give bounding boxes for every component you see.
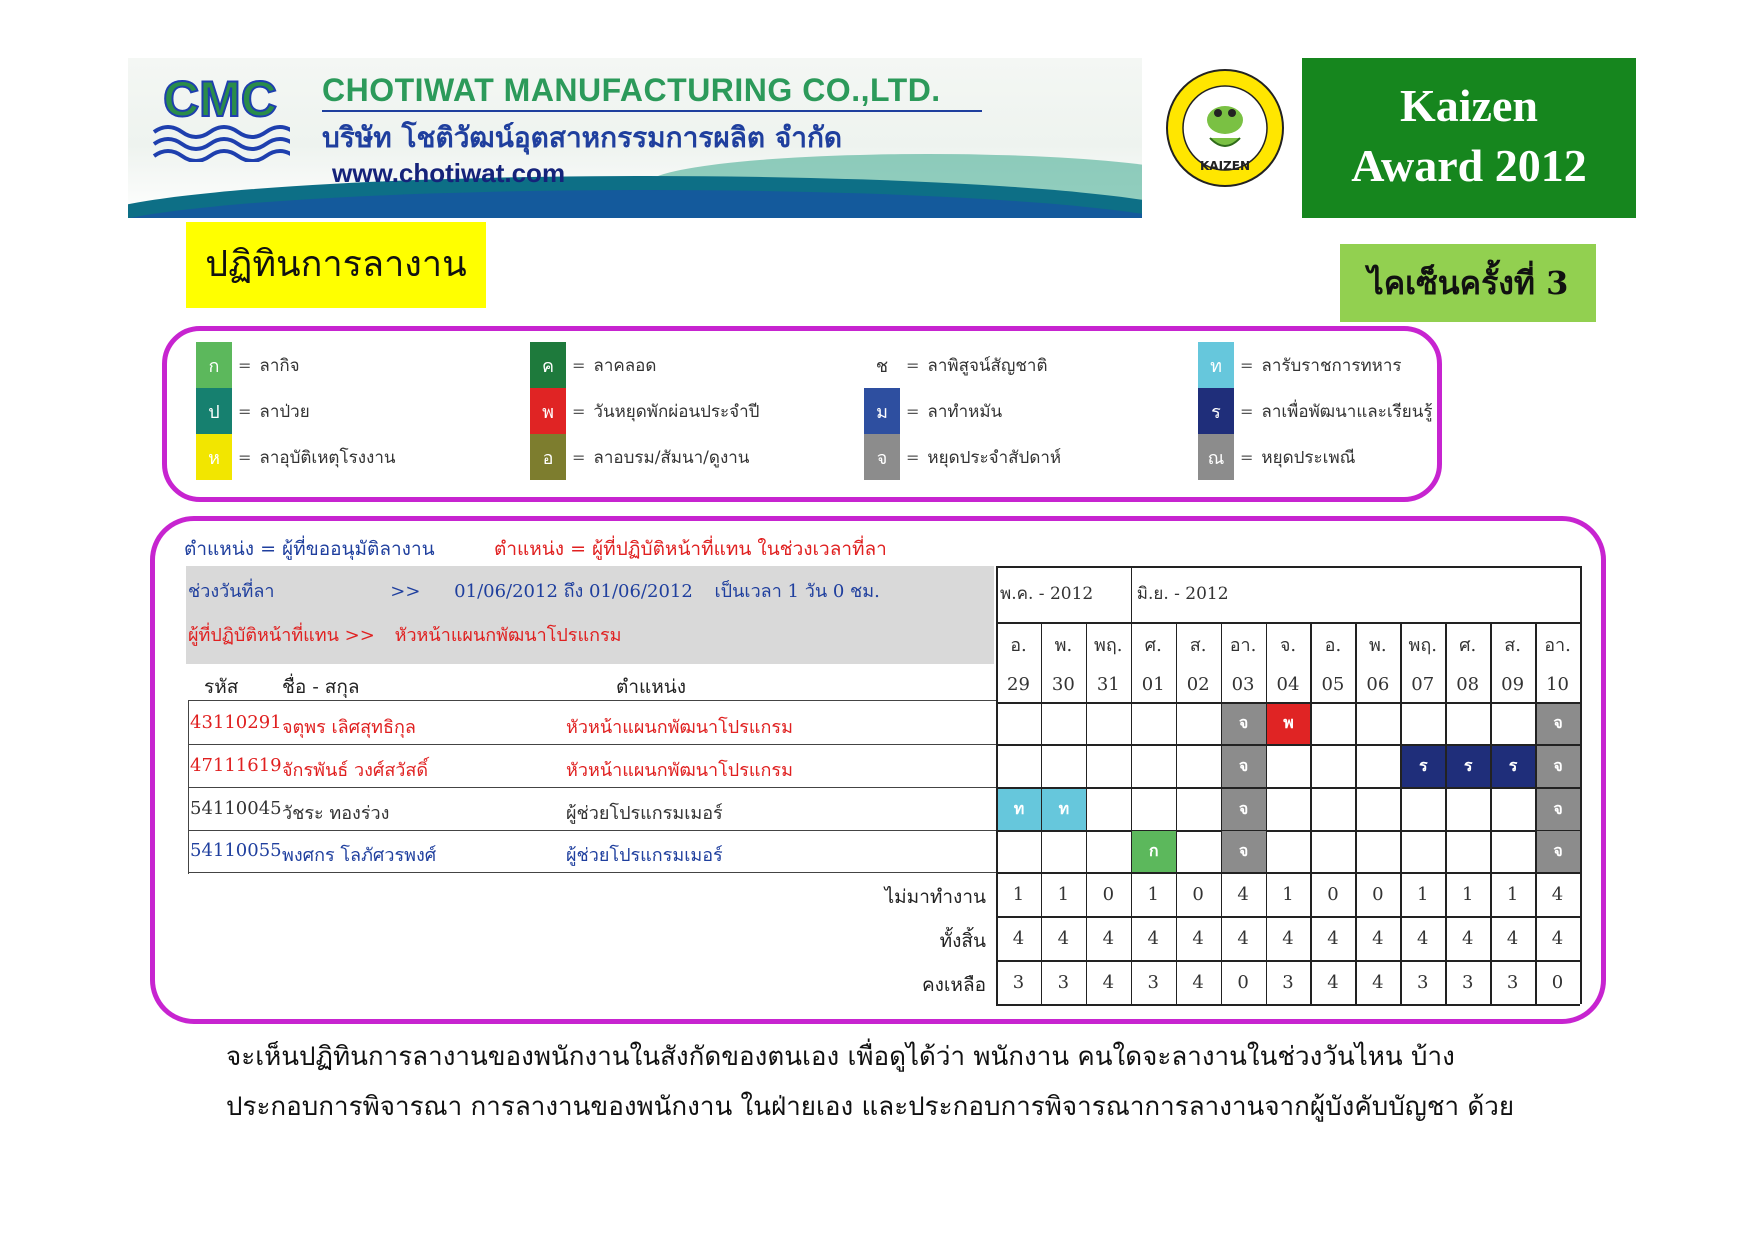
company-name-th: บริษัท โชติวัฒน์อุตสาหกรรมการผลิต จำกัด: [322, 121, 843, 154]
day-label: 29: [1007, 673, 1030, 695]
legend-code: ช: [864, 342, 900, 388]
summary-value: 4: [1327, 927, 1339, 949]
position-note-requester: ตำแหน่ง = ผู้ที่ขออนุมัติลางาน: [184, 538, 435, 560]
summary-label: ทั้งสิ้น: [939, 930, 986, 952]
summary-value: 4: [1327, 971, 1339, 993]
grid-line: [1580, 566, 1582, 1004]
col-header-code: รหัส: [204, 676, 239, 698]
weekday-label: พฤ.: [1094, 634, 1123, 656]
description-line-1: จะเห็นปฏิทินการลางานของพนักงานในสังกัดของตนเอง เพื่อดูได้ว่า พนักงาน คนใดจะลางานในช่วงวันไหน บ้าง: [226, 1042, 1455, 1072]
leave-cell: ท: [997, 789, 1041, 830]
legend-equals: =: [238, 401, 252, 421]
employee-name: พงศกร โลภัศวรพงศ์: [282, 845, 437, 866]
kaizen-seal: [1150, 58, 1300, 218]
weekday-label: พฤ.: [1408, 634, 1437, 656]
leave-cell: จ: [1536, 831, 1580, 872]
summary-value: 1: [1282, 883, 1294, 905]
grid-line: [1445, 622, 1447, 1004]
employee-position: หัวหน้าแผนกพัฒนาโปรแกรม: [566, 760, 793, 781]
col-header-name: ชื่อ - สกุล: [282, 676, 360, 698]
employee-name: วัชระ ทองร่วง: [282, 803, 390, 824]
leave-cell: จ: [1536, 703, 1580, 744]
legend-equals: =: [238, 355, 252, 375]
legend-equals: =: [1240, 401, 1254, 421]
grid-line: [1400, 622, 1402, 1004]
summary-value: 3: [1012, 971, 1025, 993]
summary-value: 3: [1282, 971, 1294, 993]
summary-value: 4: [1057, 927, 1070, 949]
legend-label: ลาพิสูจน์สัญชาติ: [927, 355, 1048, 376]
legend-label: ลาเพื่อพัฒนาและเรียนรู้: [1261, 401, 1433, 422]
substitute-label: ผู้ที่ปฏิบัติหน้าที่แทน >>: [188, 625, 375, 646]
employee-name: จักรพันธ์ วงศ์สวัสดิ์: [282, 760, 429, 781]
table-rule: [188, 700, 189, 874]
leave-range-row: [188, 576, 880, 605]
legend-equals: =: [1240, 447, 1254, 467]
legend-equals: =: [572, 447, 586, 467]
weekday-label: อ.: [1324, 634, 1342, 656]
legend-equals: =: [238, 447, 252, 467]
cmc-logo: [150, 66, 290, 162]
day-label: 08: [1456, 673, 1480, 695]
legend-code: อ: [530, 434, 566, 480]
legend-code: ค: [530, 342, 566, 388]
weekday-label: ศ.: [1459, 634, 1477, 656]
legend-item: [196, 434, 396, 480]
seal-text: KAIZEN: [1200, 159, 1250, 173]
summary-value: 4: [1237, 927, 1249, 949]
day-label: 07: [1411, 673, 1435, 695]
summary-value: 0: [1102, 883, 1115, 905]
award-line-2: Award 2012: [1351, 140, 1587, 191]
legend-equals: =: [906, 401, 920, 421]
leave-calendar-grid: [884, 566, 1580, 1008]
weekday-label: พ.: [1369, 634, 1387, 656]
grid-line: [1086, 622, 1088, 1004]
summary-value: 4: [1147, 927, 1159, 949]
summary-value: 4: [1506, 927, 1519, 949]
range-value: 01/06/2012 ถึง 01/06/2012: [454, 581, 693, 602]
employee-position: หัวหน้าแผนกพัฒนาโปรแกรม: [566, 717, 793, 738]
legend-code: ป: [196, 388, 232, 434]
day-label: 31: [1096, 673, 1120, 695]
legend-equals: =: [572, 355, 586, 375]
employee-code: 43110291: [190, 712, 282, 733]
weekday-label: ศ.: [1144, 634, 1162, 656]
summary-value: 4: [1372, 927, 1384, 949]
summary-value: 1: [1012, 883, 1025, 905]
leave-cell: จ: [1222, 831, 1266, 872]
summary-value: 3: [1506, 971, 1519, 993]
leave-cell: ร: [1401, 746, 1445, 787]
weekday-label: ส.: [1504, 634, 1521, 656]
day-label: 04: [1276, 673, 1300, 695]
summary-value: 4: [1551, 883, 1564, 905]
legend-code: ร: [1198, 388, 1234, 434]
day-label: 02: [1186, 673, 1210, 695]
legend-label: ลากิจ: [259, 355, 300, 376]
summary-value: 4: [1417, 927, 1429, 949]
month-label: พ.ค. - 2012: [1000, 584, 1094, 604]
leave-cell: ร: [1491, 746, 1535, 787]
table-rule: [188, 872, 996, 873]
description-line-2: ประกอบการพิจารณา การลางานของพนักงาน ในฝ่ายเอง และประกอบการพิจารณาการลางานจากผู้บังคับบัญชา ด้วย: [226, 1092, 1515, 1122]
summary-value: 4: [1461, 927, 1474, 949]
day-label: 30: [1051, 673, 1075, 695]
day-label: 10: [1546, 673, 1569, 695]
grid-line: [1355, 622, 1357, 1004]
legend-item: [530, 388, 759, 434]
summary-value: 4: [1237, 883, 1249, 905]
legend-item: [864, 342, 1048, 388]
summary-value: 4: [1102, 971, 1115, 993]
grid-line: [996, 566, 998, 1004]
summary-value: 0: [1372, 883, 1384, 905]
table-rule: [188, 787, 996, 788]
legend-code: ท: [1198, 342, 1234, 388]
summary-label: คงเหลือ: [921, 974, 986, 996]
summary-value: 1: [1417, 883, 1429, 905]
summary-value: 1: [1057, 883, 1070, 905]
legend-equals: =: [906, 355, 920, 375]
page-title: ปฏิทินการลางาน: [186, 222, 486, 308]
company-url: www.chotiwat.com: [332, 158, 566, 188]
legend-equals: =: [906, 447, 920, 467]
company-banner: [128, 58, 1142, 218]
leave-cell: ท: [1042, 789, 1086, 830]
legend-code: ณ: [1198, 434, 1234, 480]
employee-name: จตุพร เลิศสุทธิกุล: [282, 717, 416, 738]
summary-value: 4: [1372, 971, 1384, 993]
day-label: 01: [1141, 673, 1165, 695]
legend-label: ลาป่วย: [259, 401, 310, 422]
table-rule: [188, 830, 996, 831]
col-header-position: ตำแหน่ง: [616, 676, 687, 698]
legend-item: [530, 342, 656, 388]
summary-value: 1: [1461, 883, 1474, 905]
summary-value: 0: [1192, 883, 1204, 905]
legend-label: ลารับราชการทหาร: [1261, 355, 1402, 376]
leave-cell: ร: [1446, 746, 1490, 787]
leave-cell: จ: [1536, 746, 1580, 787]
table-rule: [188, 744, 996, 745]
table-rule: [188, 700, 996, 701]
summary-value: 0: [1237, 971, 1249, 993]
substitute-row: [188, 620, 622, 649]
summary-value: 4: [1192, 927, 1204, 949]
leave-duration: เป็นเวลา 1 วัน 0 ชม.: [714, 581, 880, 602]
summary-value: 1: [1147, 883, 1159, 905]
summary-value: 3: [1147, 971, 1159, 993]
legend-code: ก: [196, 342, 232, 388]
day-label: 09: [1501, 673, 1525, 695]
legend-item: [1198, 434, 1355, 480]
legend-item: [1198, 388, 1433, 434]
legend-label: หยุดประเพณี: [1261, 447, 1356, 468]
leave-cell: จ: [1222, 703, 1266, 744]
grid-line: [1176, 622, 1178, 1004]
grid-line: [996, 566, 1580, 568]
employee-code: 47111619: [190, 755, 282, 776]
summary-value: 3: [1417, 971, 1429, 993]
day-label: 05: [1321, 673, 1345, 695]
position-note-substitute: ตำแหน่ง = ผู้ที่ปฏิบัติหน้าที่แทน ในช่วงเวลาที่ลา: [494, 538, 887, 560]
legend-label: หยุดประจำสัปดาห์: [927, 447, 1062, 468]
grid-line: [1221, 622, 1223, 1004]
legend-label: ลาทำหมัน: [927, 401, 1003, 422]
summary-value: 4: [1551, 927, 1564, 949]
legend-item: [196, 388, 310, 434]
grid-line: [1535, 622, 1537, 1004]
leave-cell: จ: [1222, 789, 1266, 830]
grid-line: [1131, 566, 1133, 1004]
weekday-label: พ.: [1054, 634, 1073, 656]
substitute-value: หัวหน้าแผนกพัฒนาโปรแกรม: [394, 625, 622, 646]
employee-code: 54110045: [190, 798, 282, 819]
legend-code: พ: [530, 388, 566, 434]
leave-cell: จ: [1222, 746, 1266, 787]
summary-value: 4: [1282, 927, 1294, 949]
legend-code: จ: [864, 434, 900, 480]
logo-text: CMC: [163, 71, 277, 127]
weekday-label: อ.: [1010, 634, 1027, 656]
grid-line: [996, 830, 1580, 832]
legend-label: วันหยุดพักผ่อนประจำปี: [593, 401, 760, 422]
employee-code: 54110055: [190, 840, 282, 861]
summary-value: 0: [1327, 883, 1339, 905]
leave-cell: พ: [1267, 703, 1311, 744]
grid-line: [1310, 622, 1312, 1004]
summary-value: 3: [1057, 971, 1070, 993]
legend-item: [530, 434, 749, 480]
employee-position: ผู้ช่วยโปรแกรมเมอร์: [566, 803, 723, 824]
range-label: ช่วงวันที่ลา: [188, 581, 275, 602]
award-line-1: Kaizen: [1400, 80, 1538, 131]
summary-label: ไม่มาทำงาน: [884, 886, 986, 908]
legend-equals: =: [1240, 355, 1254, 375]
day-label: 03: [1231, 673, 1255, 695]
range-arrow: >>: [390, 581, 421, 602]
summary-value: 3: [1461, 971, 1474, 993]
leave-cell: จ: [1536, 789, 1580, 830]
grid-line: [996, 1004, 1580, 1006]
weekday-label: จ.: [1279, 634, 1297, 656]
award-box: [1302, 58, 1636, 218]
legend-code: ห: [196, 434, 232, 480]
legend-item: [196, 342, 300, 388]
legend-label: ลาคลอด: [593, 355, 657, 376]
grid-line: [1041, 622, 1043, 1004]
weekday-label: อา.: [1229, 634, 1257, 656]
divider: [322, 110, 982, 112]
legend-item: [864, 434, 1061, 480]
legend-item: [864, 388, 1002, 434]
legend-item: [1198, 342, 1402, 388]
summary-value: 0: [1551, 971, 1564, 993]
legend-equals: =: [572, 401, 586, 421]
summary-value: 4: [1102, 927, 1115, 949]
company-name-en: CHOTIWAT MANUFACTURING CO.,LTD.: [322, 72, 941, 108]
day-label: 06: [1366, 673, 1390, 695]
summary-value: 1: [1506, 883, 1519, 905]
legend-label: ลาอุบัติเหตุโรงงาน: [259, 447, 396, 468]
weekday-label: อา.: [1544, 634, 1571, 656]
grid-line: [1266, 622, 1268, 1004]
grid-line: [996, 702, 1580, 704]
summary-value: 4: [1012, 927, 1025, 949]
leave-cell: ก: [1132, 831, 1176, 872]
employee-position: ผู้ช่วยโปรแกรมเมอร์: [566, 845, 723, 866]
round-badge: ไคเซ็นครั้งที่ 3: [1340, 244, 1596, 322]
legend-code: ม: [864, 388, 900, 434]
month-label: มิ.ย. - 2012: [1136, 584, 1229, 604]
legend-label: ลาอบรม/สัมนา/ดูงาน: [593, 447, 750, 468]
summary-value: 4: [1192, 971, 1204, 993]
grid-line: [1490, 622, 1492, 1004]
weekday-label: ส.: [1189, 634, 1207, 656]
